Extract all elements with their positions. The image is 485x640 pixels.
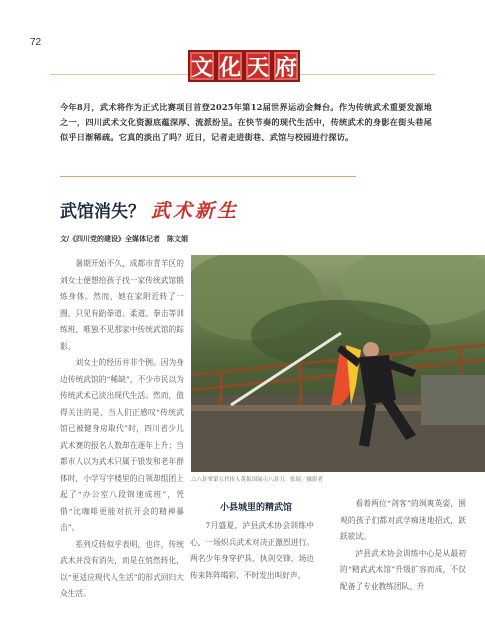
article-title-main: 武馆消失？ [60, 202, 145, 221]
lead-divider [60, 176, 356, 177]
lead-paragraph: 今年8月，武术将作为正式比赛项目首登2025年第12届世界运动会舞台。作为传统武术重要发源地之一，四川武术文化资源底蕴深厚、流派纷呈。在快节奏的现代生活中，传统武术的身影在街头巷尾似乎日渐稀疏。它真的淡出了吗？近日，记者走进街巷、武馆与校园进行探访。 [60, 102, 432, 142]
body-column-1 [60, 256, 184, 603]
article-title-accent: 武术新生 [151, 200, 240, 222]
article-photo [191, 255, 485, 472]
byline: 文/《四川党的建设》全媒体记者 陈文娟 [60, 236, 188, 243]
section-banner-char: 文 [188, 50, 216, 82]
body-column-3 [340, 496, 466, 595]
page-number: 72 [30, 37, 42, 48]
section-banner [188, 50, 300, 82]
body-paragraph: 看着两位“剑客”的飒爽英姿，围观的孩子们都对武学痴迷地招式，跃跃欲试。 [340, 499, 466, 541]
body-paragraph: 7月盛夏，泸县武术协会训练中心，一场炽兵武术对决正激烈进行。两名少年身穿护具、执剑交锋，场边传来阵阵喝彩，不时发出叫好声。 [190, 521, 314, 580]
body-paragraph: 系列反转似乎表明，也许，传统武术并没有消失，而是在悄然转化，以“更适应现代人生活”的形式回归大众生活。 [60, 539, 184, 598]
body-paragraph: 刘女士的经历并非个例。因为身边传统武馆的“稀缺”，不少市民以为传统武术已淡出现代生活。然而，值得关注的是，当人们正感叹“传统武馆已被健身房取代”时，四川省少儿武术赛的报名人数却在逐年上升；当都市人以为武术只属于银发和老年群体时，小学写字楼里的白领却组团上起了“办公室八段锦速成班”，凭借“比咖啡更能对抗开会的精神暴击”。 [60, 358, 184, 532]
body-column-2 [190, 518, 314, 584]
body-paragraph: 暑期开始不久，成都市青羊区的刘女士便想给孩子找一家传统武馆锻炼身体。然而，她在家附近转了一圈，只见有跆拳道、柔道、拳击等训练班，唯独不见那家中传统武馆的踪影。 [60, 259, 184, 351]
article-title [60, 196, 239, 223]
body-paragraph: 泸县武术协会训练中心是从最初的“精武武术馆”升级扩容而成，不仅配备了专业教练团队、升 [340, 548, 466, 591]
section-banner-char: 府 [272, 50, 300, 82]
section-banner-char: 天 [244, 50, 272, 82]
martial-artist-photo [191, 255, 485, 472]
subsection-heading: 小县城里的精武馆 [220, 502, 293, 512]
photo-caption: △八卦掌第五代传人黄振国展示八卦刀。张琨／摄影者 [191, 477, 324, 483]
section-banner-char: 化 [216, 50, 244, 82]
